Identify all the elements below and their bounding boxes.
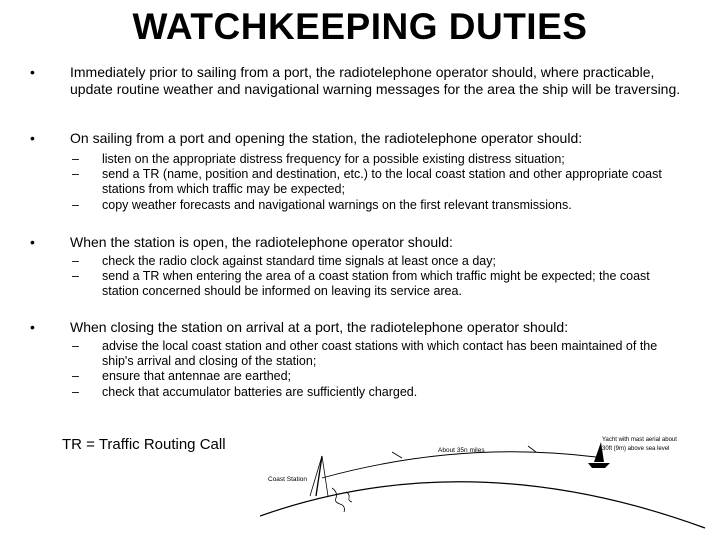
yacht-icon [594, 442, 604, 462]
dash-marker: – [72, 269, 79, 283]
sub-item-text: send a TR (name, position and destination, etc.) to the local coast station and other appropriate coast stations from which traffic may be expected; [102, 167, 662, 196]
sub-item-text: ensure that antennae are earthed; [102, 369, 292, 383]
bullet-marker: • [30, 234, 35, 250]
bullet-text: When closing the station on arrival at a port, the radiotelephone operator should: [70, 319, 569, 335]
coast-station-label: Coast Station [268, 476, 308, 483]
dash-marker: – [72, 254, 79, 268]
page-title: WATCHKEEPING DUTIES [132, 6, 588, 47]
coast-station-mast-icon [316, 456, 322, 496]
bullet-marker: • [30, 130, 35, 146]
bullet-marker: • [30, 319, 35, 335]
dash-marker: – [72, 385, 79, 399]
footnote: TR = Traffic Routing Call [62, 436, 226, 453]
dash-marker: – [72, 369, 79, 383]
shoreline [346, 492, 352, 502]
distance-label: About 35n miles [438, 447, 485, 454]
sub-item-text: listen on the appropriate distress frequency for a possible existing distress situation; [102, 152, 565, 166]
bullet-text: Immediately prior to sailing from a port, the radiotelephone operator should, where practicable, update routine weather and navigational warning messages for the area the ship will be traversing. [70, 64, 681, 97]
sub-item-text: advise the local coast station and other coast stations with which contact has been maintained of the ship's arrival and closing of the station; [102, 339, 658, 368]
yacht-label: 30ft (9m) above sea level [602, 446, 670, 452]
bullet-text: When the station is open, the radiotelephone operator should: [70, 234, 453, 250]
bullet-text: On sailing from a port and opening the station, the radiotelephone operator should: [70, 130, 583, 146]
yacht-hull-icon [588, 463, 610, 468]
bullet-marker: • [30, 64, 35, 80]
distance-tick [392, 452, 402, 458]
shoreline [332, 488, 345, 512]
dash-marker: – [72, 198, 79, 212]
sub-item-text: check the radio clock against standard time signals at least once a day; [102, 254, 496, 268]
dash-marker: – [72, 167, 79, 181]
sub-item-text: copy weather forecasts and navigational warnings on the first relevant transmissions. [102, 198, 572, 212]
coast-station-diagram [260, 430, 710, 535]
dash-marker: – [72, 339, 79, 353]
sub-item-text: check that accumulator batteries are sufficiently charged. [102, 385, 418, 399]
sub-item-text: send a TR when entering the area of a coast station from which traffic might be expected; the coast station concerned should be informed on leaving its service area. [102, 269, 650, 298]
distance-tick [528, 446, 536, 452]
yacht-label: Yacht with mast aerial about [602, 437, 677, 443]
dash-marker: – [72, 152, 79, 166]
distance-line [322, 452, 596, 478]
